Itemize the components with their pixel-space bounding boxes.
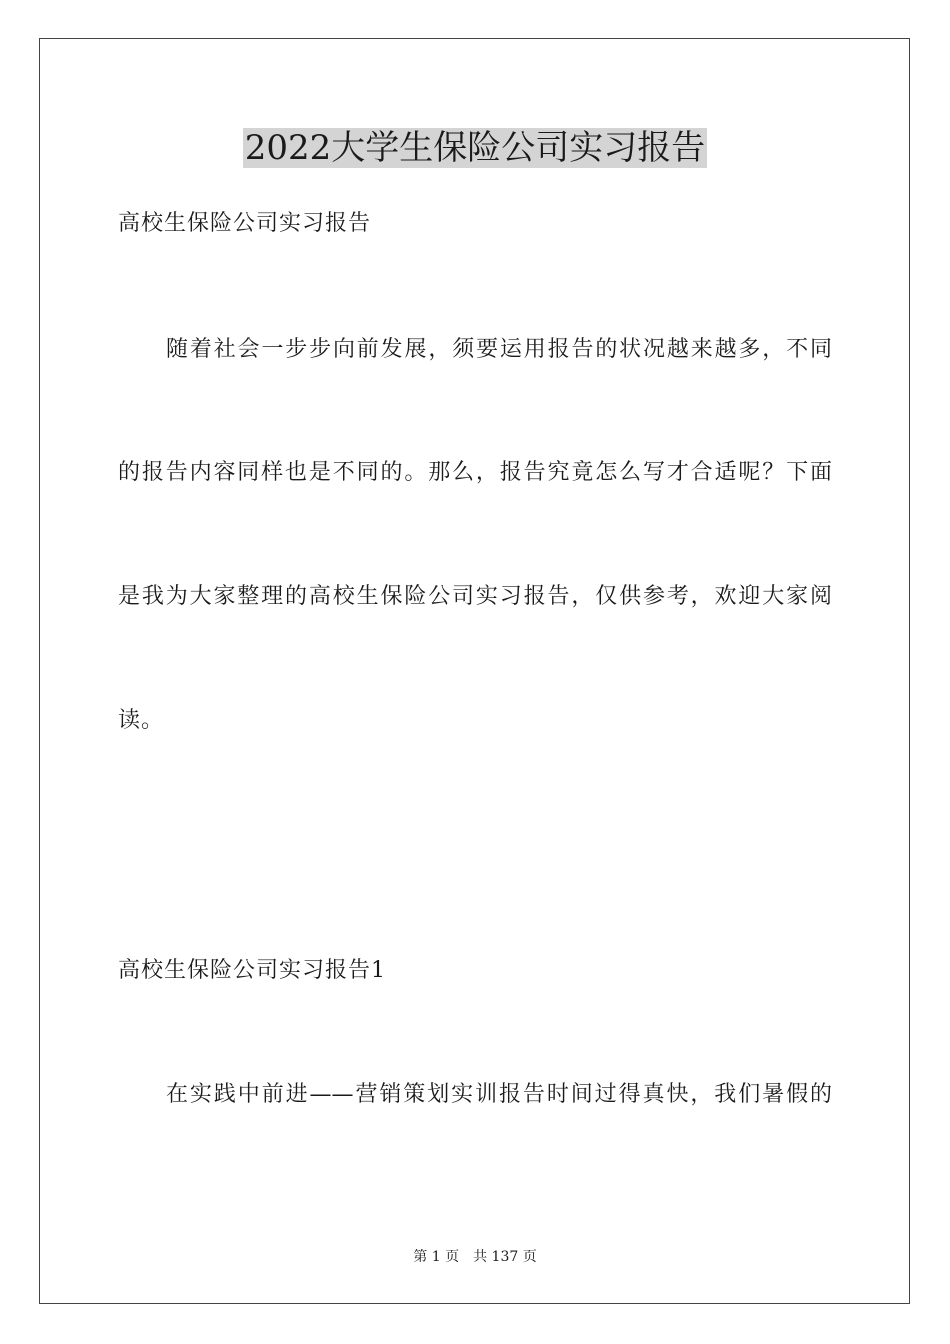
paragraph-line: 的报告内容同样也是不同的。那么，报告究竟怎么写才合适呢？下面 (118, 460, 832, 485)
title-text: 2022大学生保险公司实习报告 (244, 128, 706, 168)
section-heading: 高校生保险公司实习报告1 (118, 958, 386, 983)
paragraph-line: 是我为大家整理的高校生保险公司实习报告，仅供参考，欢迎大家阅 (118, 584, 832, 609)
document-subtitle: 高校生保险公司实习报告 (118, 211, 372, 236)
paragraph-line: 读。 (118, 708, 165, 733)
paragraph-line: 随着社会一步步向前发展，须要运用报告的状况越来越多，不同 (166, 337, 832, 362)
paragraph-line: 在实践中前进——营销策划实训报告时间过得真快，我们暑假的 (166, 1082, 832, 1107)
document-title (0, 126, 950, 170)
page-footer: 第 1 页 共 137 页 (413, 1249, 537, 1265)
